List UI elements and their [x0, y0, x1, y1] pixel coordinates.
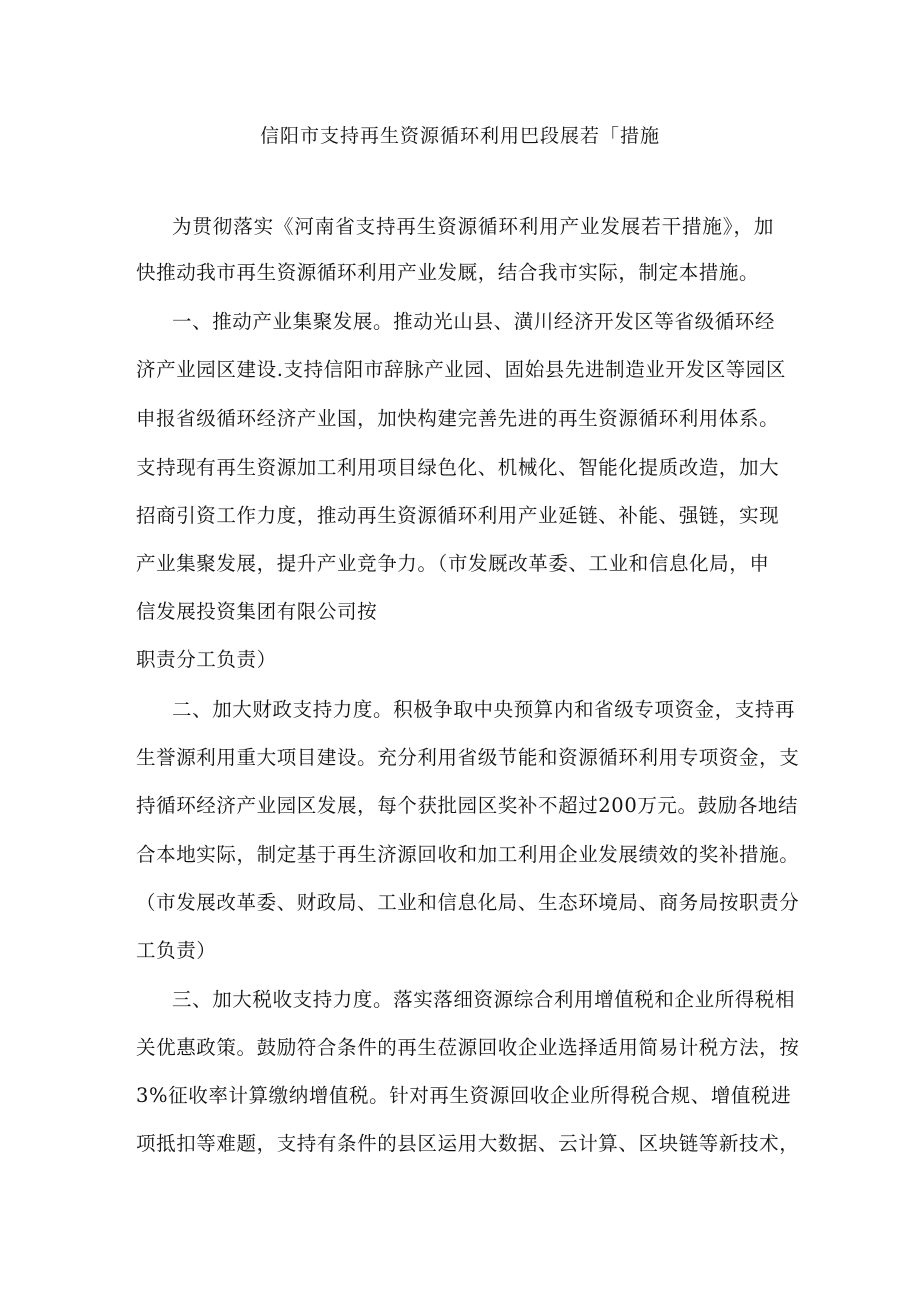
paragraph-line: 济产业园区建设.支持信阳市辞脉产业园、固始县先进制造业开发区等园区 [136, 358, 786, 381]
paragraph-line: （市发展改革委、财政局、工业和信息化局、生态环境局、商务局按职责分 [136, 891, 800, 914]
paragraph-line: 产业集聚发展，提升产业竞争力。（市发厩改革委、工业和信息化局，申 [136, 552, 770, 575]
paragraph-line: 信发展投资集团有限公司按 [136, 600, 378, 623]
paragraph-line: 申报省级循环经济产业国，加快构建完善先进的再生资源循环利用体系。 [136, 407, 780, 430]
paragraph-line: 招商引资工作力度，推动再生资源循环利用产业延链、补能、强链，实现 [136, 504, 780, 527]
document-title: 信阳市支持再生资源循环利用巴段展若「措施 [259, 125, 660, 147]
paragraph-line: 工负责） [136, 939, 217, 962]
paragraph-line: 支持现有再生资源加工利用项目绿色化、机械化、智能化提质改造，加大 [136, 456, 780, 479]
paragraph-line: 合本地实际，制定基于再生济源回收和加工利用企业发展绩效的奖补措施。 [136, 843, 800, 866]
paragraph-line: 为贯彻落实《河南省支持再生资源循环利用产业发展若干措施》，加 [172, 215, 775, 238]
paragraph-line: 关优惠政策。鼓励符合条件的再生莅源回收企业选择适用简易计税方法，按 [136, 1036, 800, 1059]
paragraph-line: 3%征收率计算缴纳增值税。针对再生资源回收企业所得税合规、增值税进 [136, 1084, 792, 1107]
paragraph-line: 一、推动产业集聚发展。推动光山县、潢川经济开发区等省级循环经 [172, 310, 776, 333]
paragraph-line: 项抵扣等难题，支持有条件的县区运用大数据、云计算、区块链等新技术， [136, 1132, 800, 1155]
paragraph-line: 快推动我市再生资源循环利用产业发厩，结合我市实际，制定本措施。 [136, 261, 760, 284]
paragraph-line: 二、加大财政支持力度。积极争取中央预算内和省级专项资金，支持再 [172, 698, 796, 721]
paragraph-line: 生誉源利用重大项目建设。充分利用省级节能和资源循环利用专项资金，支 [136, 746, 800, 769]
paragraph-line: 职责分工负责） [136, 648, 277, 671]
paragraph-line: 持循环经济产业园区发展，每个获批园区奖补不超过200万元。鼓励各地结 [136, 794, 799, 817]
paragraph-line: 三、加大税收支持力度。落实落细资源综合利用增值税和企业所得税相 [172, 988, 796, 1011]
